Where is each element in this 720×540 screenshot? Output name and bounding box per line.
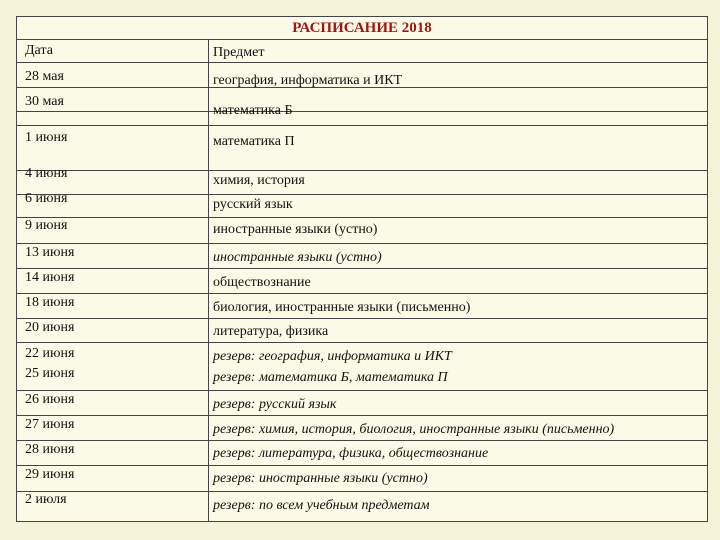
row-date: 13 июня: [25, 245, 75, 260]
row-date: 4 июня: [25, 166, 68, 181]
row-subject: резерв: по всем учебным предметам: [213, 498, 430, 513]
row-subject: резерв: русский язык: [213, 397, 337, 412]
row-subject: химия, история: [213, 173, 305, 188]
row-date: 2 июля: [25, 492, 67, 507]
row-subject: резерв: литература, физика, обществознание: [213, 446, 489, 461]
header-date: Дата: [25, 43, 53, 58]
row-subject: математика П: [213, 134, 295, 149]
row-divider: [17, 170, 707, 171]
row-subject: русский язык: [213, 197, 293, 212]
row-date: 25 июня: [25, 366, 75, 381]
row-subject: биология, иностранные языки (письменно): [213, 300, 471, 315]
row-divider: [17, 318, 707, 319]
row-divider: [17, 111, 707, 112]
row-divider: [17, 62, 707, 63]
row-date: 9 июня: [25, 218, 68, 233]
schedule-table: [16, 16, 708, 522]
row-date: 28 июня: [25, 442, 75, 457]
row-subject: иностранные языки (устно): [213, 222, 378, 237]
row-divider: [17, 125, 707, 126]
row-date: 1 июня: [25, 130, 68, 145]
row-date: 30 мая: [25, 94, 64, 109]
row-subject: обществознание: [213, 275, 311, 290]
row-subject: резерв: география, информатика и ИКТ: [213, 349, 452, 364]
row-divider: [17, 465, 707, 466]
row-date: 26 июня: [25, 392, 75, 407]
row-divider: [17, 268, 707, 269]
row-divider: [17, 440, 707, 441]
row-subject: география, информатика и ИКТ: [213, 73, 403, 88]
row-date: 27 июня: [25, 417, 75, 432]
row-subject: резерв: математика Б, математика П: [213, 370, 448, 385]
row-date: 20 июня: [25, 320, 75, 335]
row-subject: резерв: химия, история, биология, иностранные языки (письменно): [213, 422, 615, 437]
row-subject: резерв: иностранные языки (устно): [213, 471, 428, 486]
row-divider: [17, 491, 707, 492]
row-subject: литература, физика: [213, 324, 329, 339]
row-divider: [17, 415, 707, 416]
row-divider: [17, 217, 707, 218]
table-title: РАСПИСАНИЕ 2018: [17, 17, 707, 40]
row-date: 29 июня: [25, 467, 75, 482]
row-subject: иностранные языки (устно): [213, 250, 382, 265]
row-divider: [17, 194, 707, 195]
row-date: 14 июня: [25, 270, 75, 285]
row-date: 6 июня: [25, 191, 68, 206]
row-divider: [17, 342, 707, 343]
row-divider: [17, 390, 707, 391]
header-subject: Предмет: [213, 45, 265, 60]
row-divider: [17, 293, 707, 294]
row-date: 28 мая: [25, 69, 64, 84]
row-divider: [17, 243, 707, 244]
row-date: 22 июня: [25, 346, 75, 361]
row-date: 18 июня: [25, 295, 75, 310]
row-subject: математика Б: [213, 103, 293, 118]
